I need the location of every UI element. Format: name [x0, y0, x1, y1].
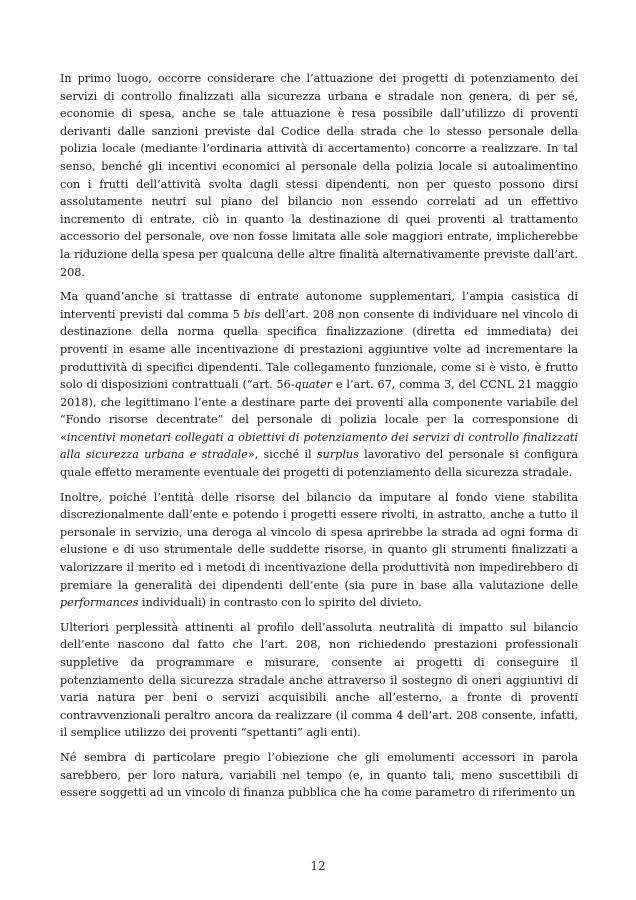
text-run-italic: bis	[243, 307, 261, 321]
text-run-italic: surplus	[316, 448, 359, 462]
text-run: In primo luogo, occorre considerare che l’attuazione dei progetti di potenziamento dei servizi di controllo finalizzati alla sicurezza urbana e stradale non genera, di per sé, economie di spesa, anche se tale attuazione è resa possibile dall’utilizzo di proventi derivanti dalle sanzioni previste dal Codice della strada che lo stesso personale della polizia locale (mediante l’ordinaria attività di accertamento) concorre a realizzare. In tal senso, benché gli incentivi economici al personale della polizia locale si autoalimentino con i frutti dell’attività svolta dagli stessi dipendenti, non per questo possono dirsi assolutamente neutri sul piano del bilancio non essendo correlati ad un effettivo incremento di entrate, ciò in quanto la destinazione di quei proventi al trattamento accessorio del personale, ove non fosse limitata alle sole maggiori entrate, implicherebbe la riduzione della spesa per qualcuna delle altre finalità alternativamente previste dall’art. 208.	[60, 72, 578, 279]
text-run-italic: incentivi monetari collegati a obiettivi di potenziamento dei servizi di controllo finalizzati alla sicurezza urbana e stradale	[60, 430, 578, 462]
text-run: e l’art. 67, comma 3, del CCNL 21 maggio 2018), che legittimano l’ente a destinare parte dei proventi alla componente variabile del “Fondo risorse decentrate” del personale di polizia locale per la corresponsione di «	[60, 378, 578, 444]
text-run: », sicché il	[247, 448, 317, 462]
text-run: Inoltre, poiché l’entità delle risorse del bilancio da imputare al fondo viene stabilita discrezionalmente dall’ente e potendo i progetti essere rivolti, in astratto, anche a tutto il personale in servizio, una deroga al vincolo di spesa aprirebbe la strada ad ogni forma di elusione e di uso strumentale delle suddette risorse, in quanto gli strumenti finalizzati a valorizzare il merito ed i metodi di incentivazione della produttività non impedirebbero di premiare la generalità dei dipendenti dell’ente (sia pure in base alla valutazione delle	[60, 490, 578, 592]
text-run: individuali) in contrasto con lo spirito del divieto.	[138, 596, 422, 610]
paragraph	[60, 749, 578, 802]
paragraph	[60, 288, 578, 482]
paragraph	[60, 619, 578, 742]
text-run: Né sembra di particolare pregio l’obiezione che gli emolumenti accessori in parola sarebbero, per loro natura, variabili nel tempo (e, in quanto tali, meno suscettibili di essere soggetti ad un vincolo di finanza pubblica che ha come parametro di riferimento un	[60, 750, 578, 800]
text-run-italic: performances	[60, 596, 139, 610]
body-text	[60, 70, 578, 809]
paragraph	[60, 489, 578, 612]
text-run-italic: quater	[294, 378, 333, 392]
text-run: dell’art. 208 non consente di individuare nel vincolo di destinazione della norma quella specifica finalizzazione (diretta ed immediata) dei proventi in esame alle incentivazione di prestazioni aggiuntive volte ad incrementare la produttività di specifici dipendenti. Tale collegamento funzionale, come si è visto, è frutto solo di disposizioni contrattuali (“art. 56-	[60, 307, 578, 392]
paragraph	[60, 70, 578, 281]
page-number: 12	[310, 859, 326, 873]
text-run: Ulteriori perplessità attinenti al profilo dell’assoluta neutralità di impatto sul bilancio dell’ente nascono dal fatto che l’art. 208, non richiedendo prestazioni professionali suppletive da programmare e misurare, consente ai progetti di conseguire il potenziamento della sicurezza stradale anche attraverso il sostegno di oneri aggiuntivi di varia natura per beni o servizi acquisibili anche all’esterno, a fronte di proventi contravvenzionali peraltro ancora da realizzare (il comma 4 dell’art. 208 consente, infatti, il semplice utilizzo dei proventi “spettanti” agli enti).	[60, 620, 578, 740]
text-run: Ma quand’anche si trattasse di entrate autonome supplementari, l’ampia casistica di interventi previsti dal comma 5	[60, 290, 578, 321]
text-run: lavorativo del personale si configura quale effetto meramente eventuale dei progetti di potenziamento della sicurezza stradale.	[60, 448, 578, 480]
